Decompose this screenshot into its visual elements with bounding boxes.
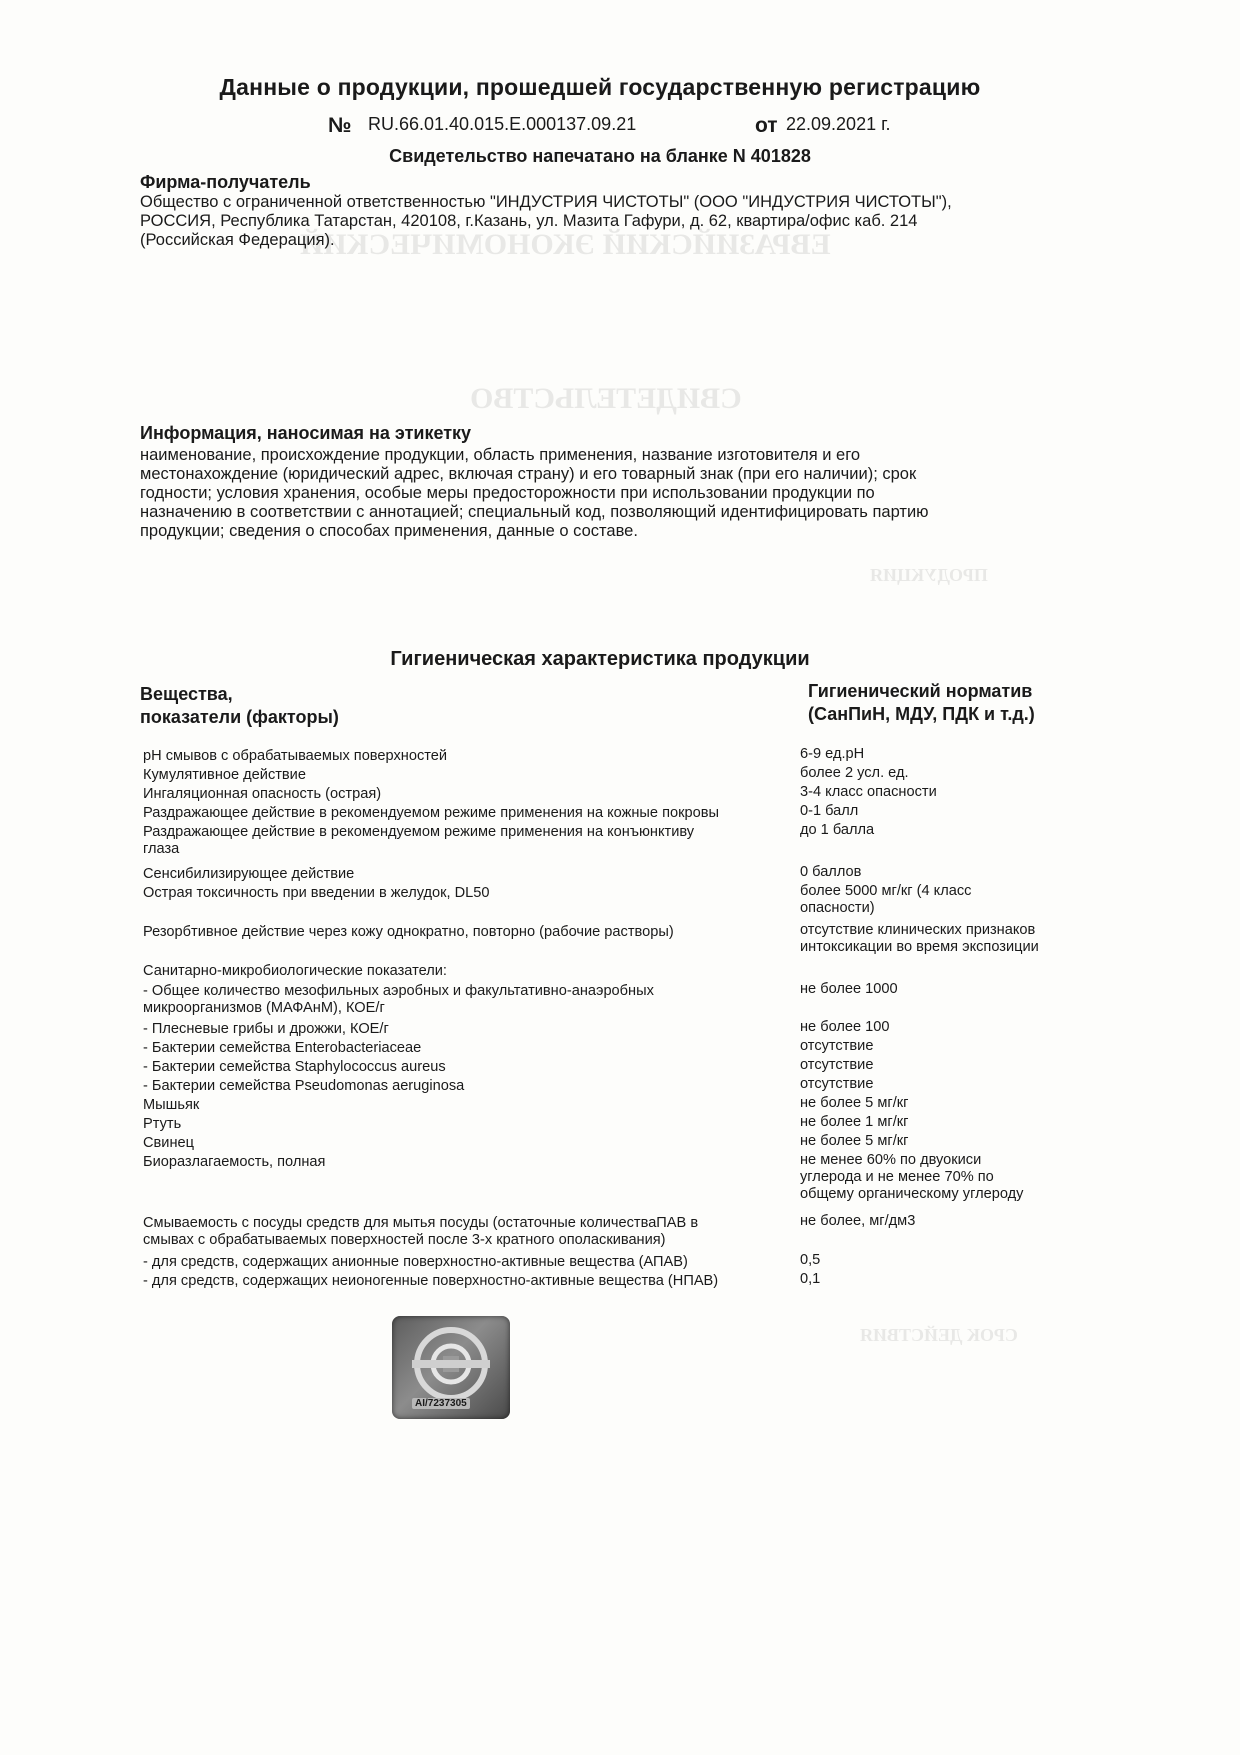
recipient-line: Общество с ограниченной ответственностью "ИНДУСТРИЯ ЧИСТОТЫ" (ООО "ИНДУСТРИЯ ЧИСТОТЫ"), [140, 193, 952, 211]
standard-line: более 5000 мг/кг (4 класс [800, 883, 972, 899]
hologram-seal-icon [392, 1316, 510, 1419]
substance-cell [143, 1059, 803, 1076]
substance-cell [143, 924, 803, 941]
substance-cell [143, 866, 803, 883]
label-info-line: наименование, происхождение продукции, область применения, название изготовителя и его [140, 446, 861, 464]
label-info-line: продукции; сведения о способах применения, данные о составе. [140, 522, 638, 540]
substance-cell [143, 1021, 803, 1038]
substance-line: - Общее количество мезофильных аэробных и факультативно-анаэробных [143, 983, 654, 999]
bleed-through-decoration: СРОК ДЕЙСТВИЯ [860, 1325, 1018, 1345]
substance-cell [143, 1273, 803, 1290]
substance-line: - Бактерии семейства Enterobacteriaceae [143, 1040, 422, 1056]
number-prefix: № [328, 114, 352, 137]
standard-line: общему органическому углероду [800, 1186, 1024, 1202]
standard-cell [800, 1114, 1090, 1131]
standard-line: 0,1 [800, 1271, 821, 1287]
substance-cell [143, 1135, 803, 1152]
standard-cell [800, 883, 1090, 917]
standard-cell [800, 1213, 1090, 1230]
column-header-substances [140, 683, 339, 729]
standard-cell [800, 822, 1090, 839]
recipient-heading: Фирма-получатель [140, 172, 311, 192]
label-info-line: назначению в соответствии с аннотацией; специальный код, позволяющий идентифицировать партию [140, 503, 929, 521]
label-info-text [140, 446, 1060, 541]
substance-cell [143, 805, 803, 822]
substance-line: Раздражающее действие в рекомендуемом режиме применения на конъюнктиву [143, 824, 695, 840]
substance-cell [143, 1097, 803, 1114]
bleed-through-decoration: СВИДЕТЕЛЬСТВО [470, 382, 742, 415]
substance-line: глаза [143, 841, 180, 857]
substance-cell [143, 1215, 803, 1249]
substance-line: Раздражающее действие в рекомендуемом режиме применения на кожные покровы [143, 805, 719, 821]
substance-line: Кумулятивное действие [143, 767, 306, 783]
registration-number-line [328, 114, 351, 138]
substance-cell [143, 1116, 803, 1133]
standard-line: отсутствие [800, 1076, 874, 1092]
label-info-line: годности; условия хранения, особые меры предосторожности при использовании продукции по [140, 484, 875, 502]
standard-cell [800, 765, 1090, 782]
hygiene-title: Гигиеническая характеристика продукции [390, 648, 810, 670]
standard-line: не более 100 [800, 1019, 890, 1035]
substance-line: - для средств, содержащих неионогенные поверхностно-активные вещества (НПАВ) [143, 1273, 719, 1289]
standard-line: не более, мг/дм3 [800, 1213, 916, 1229]
blank-number: Свидетельство напечатано на бланке N 401828 [389, 146, 811, 166]
substance-line: - Бактерии семейства Pseudomonas aeruginosa [143, 1078, 465, 1094]
substance-line: Биоразлагаемость, полная [143, 1154, 326, 1170]
registration-date-line [755, 114, 778, 138]
standard-line: 3-4 класс опасности [800, 784, 937, 800]
recipient-text [140, 193, 1060, 250]
standard-line: опасности) [800, 900, 875, 916]
standard-line: не более 1 мг/кг [800, 1114, 909, 1130]
substance-cell [143, 824, 803, 858]
substance-cell [143, 983, 803, 1017]
registration-number: RU.66.01.40.015.Е.000137.09.21 [368, 114, 637, 134]
substance-line: - для средств, содержащих анионные поверхностно-активные вещества (АПАВ) [143, 1254, 688, 1270]
substance-line: Резорбтивное действие через кожу однократно, повторно (рабочие растворы) [143, 924, 674, 940]
standard-line: не более 1000 [800, 981, 898, 997]
standard-line: более 2 усл. ед. [800, 765, 909, 781]
standard-line: углерода и не менее 70% по [800, 1169, 994, 1185]
standard-cell [800, 922, 1090, 956]
substance-line: Ингаляционная опасность (острая) [143, 786, 382, 802]
substance-line: микроорганизмов (МАФАнМ), КОЕ/г [143, 1000, 385, 1016]
standard-cell [800, 784, 1090, 801]
date-prefix: от [755, 114, 778, 137]
bleed-through-decoration: ПРОДУКЦИЯ [870, 565, 988, 585]
substance-line: Санитарно-микробиологические показатели: [143, 963, 447, 979]
standard-line: отсутствие [800, 1057, 874, 1073]
standard-cell [800, 1271, 1090, 1288]
substance-cell [143, 786, 803, 803]
standard-cell [800, 1076, 1090, 1093]
recipient-line: РОССИЯ, Республика Татарстан, 420108, г.Казань, ул. Мазита Гафури, д. 62, квартира/офис каб. 214 [140, 212, 918, 230]
substance-line: Сенсибилизирующее действие [143, 866, 355, 882]
substance-line: - Бактерии семейства Staphylococcus aureus [143, 1059, 446, 1075]
standard-line: 0 баллов [800, 864, 862, 880]
substance-cell [143, 1154, 803, 1171]
standard-cell [800, 864, 1090, 881]
column-header-line: Гигиенический норматив [808, 681, 1033, 701]
standard-line: отсутствие [800, 1038, 874, 1054]
substance-cell [143, 1254, 803, 1271]
substance-line: Ртуть [143, 1116, 182, 1132]
substance-cell [143, 1040, 803, 1057]
standard-cell [800, 981, 1090, 998]
column-header-line: Вещества, [140, 684, 233, 704]
substance-cell [143, 767, 803, 784]
column-header-line: (СанПиН, МДУ, ПДК и т.д.) [808, 704, 1035, 724]
standard-line: 0,5 [800, 1252, 821, 1268]
standard-cell [800, 1095, 1090, 1112]
column-header-standard [808, 680, 1035, 726]
standard-cell [800, 1019, 1090, 1036]
substance-cell [143, 885, 803, 902]
standard-line: не более 5 мг/кг [800, 1095, 909, 1111]
substance-line: смывах с обрабатываемых поверхностей после 3-х кратного ополаскивания) [143, 1232, 666, 1248]
standard-line: отсутствие клинических признаков [800, 922, 1036, 938]
substance-line: Мышьяк [143, 1097, 200, 1113]
standard-line: не более 5 мг/кг [800, 1133, 909, 1149]
substance-cell [143, 963, 803, 980]
standard-cell [800, 803, 1090, 820]
registration-date: 22.09.2021 г. [786, 114, 891, 134]
substance-line: Свинец [143, 1135, 194, 1151]
substance-line: - Плесневые грибы и дрожжи, КОЕ/г [143, 1021, 389, 1037]
standard-line: 0-1 балл [800, 803, 859, 819]
standard-cell [800, 1133, 1090, 1150]
substance-line: Острая токсичность при введении в желудок, DL50 [143, 885, 490, 901]
standard-line: до 1 балла [800, 822, 875, 838]
label-info-heading: Информация, наносимая на этикетку [140, 423, 472, 443]
label-info-line: местонахождение (юридический адрес, включая страну) и его товарный знак (при его наличии); срок [140, 465, 917, 483]
standard-line: не менее 60% по двуокиси [800, 1152, 982, 1168]
standard-cell [800, 1038, 1090, 1055]
substance-cell [143, 748, 803, 765]
bleed-through-decoration: ЕВРАЗИЙСКИЙ ЭКОНОМИЧЕСКИЙ [300, 228, 831, 261]
standard-cell [800, 1252, 1090, 1269]
column-header-line: показатели (факторы) [140, 707, 339, 727]
substance-cell [143, 1078, 803, 1095]
standard-line: 6-9 ед.pH [800, 746, 865, 762]
standard-cell [800, 746, 1090, 763]
seal-code: AI/7237305 [412, 1398, 470, 1409]
standard-cell [800, 1057, 1090, 1074]
document-title: Данные о продукции, прошедшей государственную регистрацию [219, 74, 981, 100]
standard-line: интоксикации во время экспозиции [800, 939, 1039, 955]
standard-cell [800, 1152, 1090, 1203]
substance-line: Смываемость с посуды средств для мытья посуды (остаточные количестваПАВ в [143, 1215, 699, 1231]
recipient-line: (Российская Федерация). [140, 231, 335, 249]
substance-line: pH смывов с обрабатываемых поверхностей [143, 748, 448, 764]
